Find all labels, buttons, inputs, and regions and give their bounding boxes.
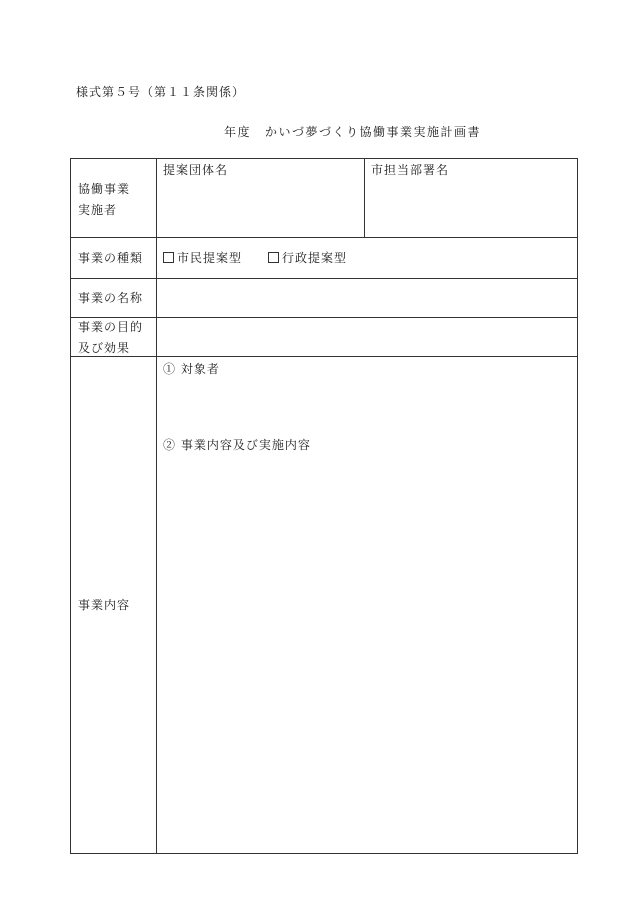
option-administration-proposal-label: 行政提案型 <box>282 251 348 265</box>
purpose-label-line2: 及び効果 <box>78 341 131 355</box>
content-item-target-text: 対象者 <box>180 362 220 376</box>
row-divider-type <box>71 278 577 279</box>
purpose-label <box>78 317 143 359</box>
row-divider-implementer <box>71 237 577 238</box>
checkbox-administration-proposal[interactable] <box>268 252 279 263</box>
content-item-details <box>163 435 311 455</box>
title-main: かいづ夢づくり協働事業実施計画書 <box>265 125 482 139</box>
plan-form-table <box>70 158 578 854</box>
project-name-label: 事業の名称 <box>78 291 144 305</box>
proposer-org-label: 提案団体名 <box>163 163 229 177</box>
implementer-label <box>78 179 130 221</box>
row-divider-name <box>71 317 577 318</box>
implementer-split-divider <box>364 159 365 237</box>
checkbox-citizen-proposal[interactable] <box>163 252 174 263</box>
form-number: 様式第５号（第１１条関係） <box>76 85 246 99</box>
content-item-details-marker: ② <box>163 438 177 452</box>
document-title <box>224 123 481 140</box>
option-citizen-proposal-label: 市民提案型 <box>177 251 243 265</box>
row-divider-purpose <box>71 356 577 357</box>
option-citizen-proposal[interactable] <box>163 248 242 268</box>
option-administration-proposal[interactable] <box>268 248 347 268</box>
implementer-label-line2: 実施者 <box>78 203 118 217</box>
title-year-prefix: 年度 <box>224 125 252 139</box>
label-column-divider <box>156 159 157 853</box>
content-item-target <box>163 359 220 379</box>
purpose-label-line1: 事業の目的 <box>78 320 144 334</box>
implementer-label-line1: 協働事業 <box>78 182 131 196</box>
type-label: 事業の種類 <box>78 251 144 265</box>
city-department-label: 市担当部署名 <box>371 163 450 177</box>
content-label: 事業内容 <box>78 598 131 612</box>
content-item-details-text: 事業内容及び実施内容 <box>180 438 311 452</box>
type-options <box>163 248 347 268</box>
content-item-target-marker: ① <box>163 362 177 376</box>
